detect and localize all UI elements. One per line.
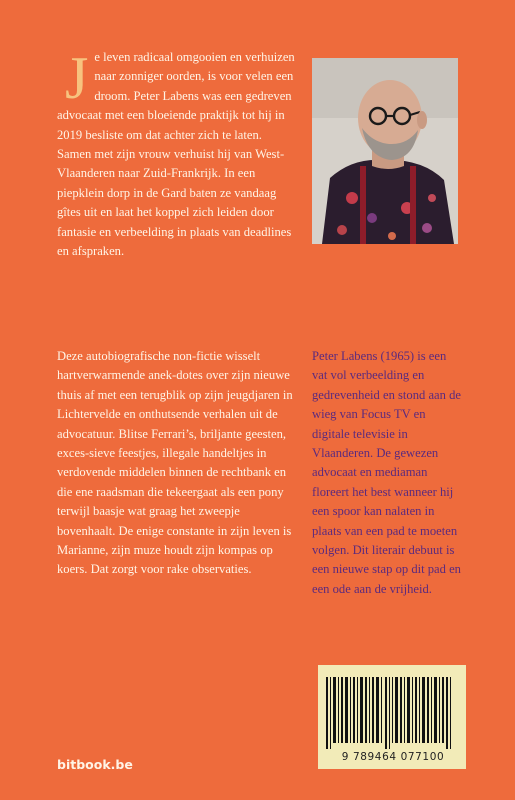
isbn-number: 9 789464 077100: [341, 751, 445, 763]
barcode-bars-icon: [324, 677, 460, 749]
intro-text: e leven radicaal omgooien en verhuizen naar zonniger oorden, is voor velen een droom. Peter Labens was een gedreven advocaat met een bloeiende praktijk tot hij in 2019 besliste om dat achter zich te laten. Samen met zijn vrouw verhuist hij van West-Vlaanderen naar Zuid-Frankrijk. In een piepklein dorp in de Gard baten ze vandaag gîtes uit en laat het koppel zich leiden door fantasie en verbeelding in plaats van deadlines en afspraken.: [57, 50, 295, 259]
intro-paragraph: [57, 45, 297, 261]
publisher-name: bitbook.be: [57, 757, 133, 772]
barcode: [318, 665, 466, 769]
story-paragraph: Deze autobiografische non-fictie wisselt hartverwarmende anek-dotes over zijn nieuwe thuis af met een terugblik op zijn jeugdjaren in Lichtervelde en onthutsende verhalen uit de advocatuur. Blitse Ferrari’s, briljante geesten, exces-sieve feestjes, illegale handeltjes in verdovende middelen binnen de rechtbank en die ene raadsman die tekeergaat als een pony terwijl baasje wat graag het zweepje bovenhaalt. De enige constante in zijn leven is Marianne, zijn muze houdt zijn kompas op koers. Dat zorgt voor rake observaties.: [57, 349, 293, 577]
author-portrait-illustration: [312, 58, 458, 244]
author-photo: [312, 58, 458, 244]
author-bio: Peter Labens (1965) is een vat vol verbeelding en gedrevenheid en stond aan de wieg van Focus TV en digitale televisie in Vlaanderen. De gewezen advocaat en mediaman floreert het best wanneer hij een spoor kan nalaten in plaats van een pad te moeten volgen. Dit literair debuut is een nieuwe stap op dit pad en een ode aan de vrijheid.: [312, 349, 461, 596]
drop-cap: J: [65, 45, 89, 111]
